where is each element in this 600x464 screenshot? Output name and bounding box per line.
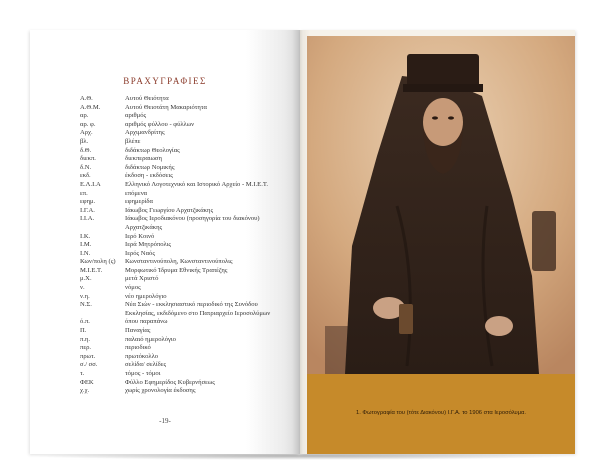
abbreviation-term: Ι.Μ. [80,241,92,249]
abbreviation-term: εφημ. [80,198,96,206]
abbreviation-meaning: Ιάκωβος Γεωργίου Αρχατζικάκης [125,206,214,214]
abbreviation-meaning: έκδοση - εκδόσεις [125,172,173,180]
abbreviation-term: αρ. [80,112,89,120]
abbreviation-meaning: νόμος [125,284,141,292]
abbreviation-term: Α.Θ.Μ. [80,103,101,111]
abbreviation-row [80,379,280,388]
portrait-photo [307,36,575,374]
abbreviation-term: δ.Θ. [80,146,92,154]
abbreviation-term: ΦΕΚ [80,378,94,386]
book-gutter [292,30,310,454]
abbreviation-term: Ι.Γ.Α. [80,206,95,214]
abbreviation-row [80,336,280,345]
abbreviation-term: Α.Θ. [80,95,93,102]
abbreviation-row [80,172,280,181]
abbreviation-meaning: Ιερό Κοινό [125,232,155,240]
abbreviation-term: χ.χ. [80,387,90,395]
abbreviation-meaning: μετά Χριστό [125,275,159,283]
abbreviation-term: βλ. [80,137,89,145]
abbreviation-row [80,293,280,302]
abbreviation-meaning: Αυτού Θειότητα [125,95,169,102]
abbreviation-row [80,327,280,336]
abbreviation-meaning: διδάκτωρ Θεολογίας [125,146,180,154]
abbreviation-meaning: επόμενα [125,189,148,197]
abbreviation-term: διεκπ. [80,155,96,163]
abbreviation-term: Ι.Ι.Α. [80,215,95,223]
abbreviation-meaning: Κωνσταντινούπολη, Κωνσταντινούπολις [125,258,233,266]
abbreviation-term: Ν.Σ. [80,301,92,309]
abbreviation-term: Ι.Ν. [80,249,91,257]
abbreviation-meaning: πρωτόκολλο [125,352,159,360]
abbreviations-heading: ΒΡΑΧΥΓΡΑΦΙΕΣ [123,76,207,86]
abbreviation-term: Μ.Ι.Ε.Τ. [80,266,103,274]
abbreviation-row [80,344,280,353]
abbreviation-meaning: όπου παραπάνω [125,318,168,326]
abbreviation-term: αρ. φ. [80,120,96,128]
abbreviation-term: Αρχ. [80,129,93,137]
abbreviation-row [80,104,280,113]
abbreviation-row [80,155,280,164]
clergyman-portrait-image [307,36,575,374]
abbreviation-meaning: αριθμός [125,112,147,120]
abbreviation-meaning: σελίδα/ σελίδες [125,361,167,369]
abbreviation-row [80,198,280,207]
abbreviation-row [80,190,280,199]
abbreviation-row [80,147,280,156]
abbreviation-row [80,95,280,104]
abbreviation-row [80,112,280,121]
abbreviation-row [80,275,280,284]
abbreviation-term: π.η. [80,335,91,343]
abbreviation-term: Π. [80,327,87,335]
abbreviation-term: ν.η. [80,292,90,300]
abbreviation-meaning: Παναγίας [125,327,151,335]
abbreviation-row [80,361,280,370]
abbreviation-term: σ./ σσ. [80,361,98,369]
abbreviation-meaning: παλαιό ημερολόγιο [125,335,176,343]
abbreviation-term: εκδ. [80,172,91,180]
abbreviation-term: Ε.Λ.Ι.Α [80,180,101,188]
abbreviation-meaning: Αρχιμανδρίτης [125,129,165,137]
abbreviation-row [80,250,280,259]
abbreviation-meaning: διεκπεραιωση [125,155,162,163]
abbreviation-row [80,353,280,362]
abbreviation-term: ό.π. [80,318,90,326]
abbreviation-row [80,318,280,327]
abbreviation-row [80,370,280,379]
abbreviation-row [80,138,280,147]
abbreviation-meaning: νέο ημερολόγιο [125,292,167,300]
abbreviation-row [80,129,280,138]
abbreviation-meaning: Ελληνικό Λογοτεχνικό και Ιστορικό Αρχείο - Μ.Ι.Ε.Τ. [125,180,269,188]
abbreviation-term: πρωτ. [80,352,96,360]
abbreviation-row [80,387,280,396]
abbreviation-meaning: Ιερά Μητρόπολις [125,241,172,249]
abbreviation-meaning: Μορφωτικό Ίδρυμα Εθνικής Τραπέζης [125,266,228,274]
abbreviations-list [80,95,280,396]
abbreviation-row [80,164,280,173]
abbreviation-row [80,241,280,250]
abbreviation-term: δ.Ν. [80,163,92,171]
abbreviation-term: Ι.Κ. [80,232,91,240]
abbreviation-row [80,258,280,267]
abbreviation-row [80,267,280,276]
abbreviation-term: ν. [80,284,85,292]
abbreviation-term: μ.Χ. [80,275,92,283]
abbreviation-meaning: αριθμός φύλλου - φύλλων [125,120,195,128]
abbreviation-meaning: βλέπε [125,137,141,145]
photo-caption: 1. Φωτογραφία του (τότε Διακόνου) Ι.Γ.Α. το 1906 στα Ιεροσόλυμα. [355,410,527,416]
abbreviation-meaning: Ιερός Ναός [125,249,155,257]
abbreviation-meaning: Αυτού Θειοτάτη Μακαριότητα [125,103,207,111]
abbreviation-meaning: Νέα Σιών - εκκλησιαστικό περιοδικό της Συνόδου Εκκλησίας, εκδιδόμενο στο Πατριαρχείο Ιεροσολύμων [125,301,271,317]
page-number: -19- [159,417,171,425]
abbreviation-row [80,121,280,130]
abbreviation-meaning: χωρίς χρονολογία έκδοσης [125,387,196,395]
abbreviation-meaning: τόμος - τόμοι [125,370,161,377]
abbreviation-row [80,181,280,190]
abbreviation-row [80,284,280,293]
abbreviation-meaning: Φύλλο Εφημερίδος Κυβερνήσεως [125,378,215,386]
abbreviation-meaning: εφημερίδα [125,198,153,206]
abbreviation-row [80,301,280,318]
abbreviation-meaning: Ιάκωβος Ιεροδιακόνου (προσηγορία του διακόνου) Αρχατζικάκης [125,215,260,231]
abbreviation-row [80,215,280,232]
abbreviation-row [80,233,280,242]
abbreviation-term: Κων/πολη (ς) [80,258,116,266]
abbreviation-meaning: διδάκτωρ Νομικής [125,163,175,171]
abbreviation-meaning: περιοδικό [125,344,151,352]
abbreviation-term: επ. [80,189,88,197]
abbreviation-term: περ. [80,344,92,352]
abbreviation-term: τ. [80,370,85,377]
abbreviation-row [80,207,280,216]
